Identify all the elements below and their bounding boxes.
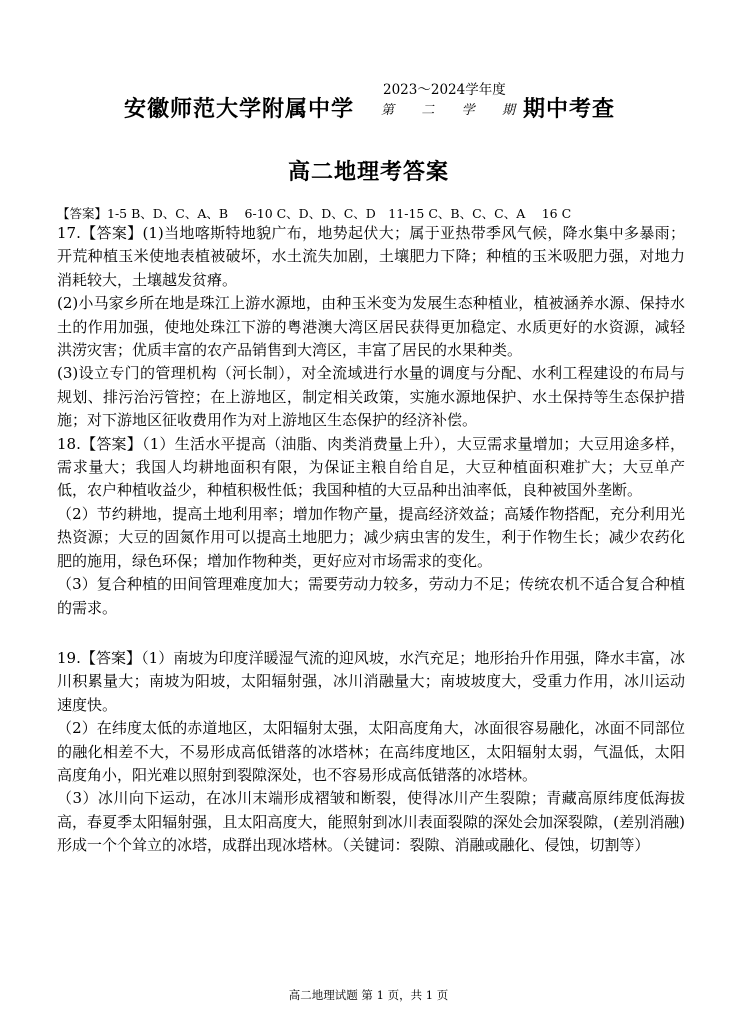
- exam-name: 期中考查: [523, 97, 616, 122]
- paragraph-gap: [57, 620, 685, 647]
- page-footer: 高二地理试题 第 1 页，共 1 页: [288, 988, 449, 1002]
- answer-body: [57, 222, 685, 858]
- answer-paragraph: (3)设立专门的管理机构（河长制），对全流域进行水量的调度与分配、水利工程建设的布局与规划、排污治污管控；在上游地区，制定相关政策，实施水源地保护、水土保持等生态保护措施；对下游地区征收费用作为对上游地区生态保护的经济补偿。: [57, 364, 685, 430]
- semester-char: 二: [421, 103, 435, 118]
- answer-paragraph: 19.【答案】（1）南坡为印度洋暖湿气流的迎风坡，水汽充足；地形抬升作用强，降水丰富，冰川积累量大；南坡为阳坡，太阳辐射强，冰川消融量大；南坡坡度大，受重力作用，冰川运动速度快。: [57, 648, 685, 714]
- page-title: 高二地理考答案: [287, 160, 449, 185]
- answer-paragraph: （3）冰川向下运动，在冰川末端形成褶皱和断裂，使得冰川产生裂隙；青藏高原纬度低海拔高，春夏季太阳辐射强，且太阳高度大，能照射到冰川表面裂隙的深处会加深裂隙，(差别消融)形成一个个耸立的冰塔，成群出现冰塔林。（关键词：裂隙、消融或融化、侵蚀，切割等）: [57, 789, 685, 855]
- academic-year: 2023～2024学年度: [383, 82, 506, 98]
- school-name: 安徽师范大学附属中学: [124, 97, 355, 122]
- semester-char: 学: [461, 103, 475, 118]
- answer-paragraph: （3）复合种植的田间管理难度加大；需要劳动力较多，劳动力不足；传统农机不适合复合种植的需求。: [57, 575, 685, 617]
- semester-char: 期: [501, 103, 515, 118]
- multiple-choice-answers: 【答案】1-5 B、D、C、A、B 6-10 C、D、D、C、D 11-15 C、B、C、C、A 16 C: [57, 206, 572, 221]
- answer-paragraph: （2）节约耕地，提高土地利用率；增加作物产量，提高经济效益；高矮作物搭配，充分利用光热资源；大豆的固氮作用可以提高土地肥力；减少病虫害的发生，利于作物生长；减少农药化肥的施用，绿色环保；增加作物种类，更好应对市场需求的变化。: [57, 504, 685, 570]
- answer-paragraph: 17.【答案】(1)当地喀斯特地貌广布，地势起伏大；属于亚热带季风气候，降水集中多暴雨；开荒种植玉米使地表植被破坏，水土流失加剧，土壤肥力下降；种植的玉米吸肥力强，对地力消耗较大，土壤越发贫瘠。: [57, 224, 685, 289]
- answer-paragraph: 18.【答案】（1）生活水平提高（油脂、肉类消费量上升），大豆需求量增加；大豆用途多样，需求量大；我国人均耕地面积有限，为保证主粮自给自足，大豆种植面积难扩大；大豆单产低，农户种植收益少，种植积极性低；我国种植的大豆品种出油率低，良种被国外垄断。: [57, 434, 685, 500]
- answer-paragraph: (2)小马家乡所在地是珠江上游水源地，由种玉米变为发展生态种植业，植被涵养水源、保持水土的作用加强，使地处珠江下游的粤港澳大湾区居民获得更加稳定、水质更好的水资源，减轻洪涝灾害；优质丰富的农产品销售到大湾区，丰富了居民的水果种类。: [57, 294, 685, 360]
- semester-label: [381, 99, 515, 118]
- answer-paragraph: （2）在纬度太低的赤道地区，太阳辐射太强，太阳高度角大，冰面很容易融化，冰面不同部位的融化相差不大，不易形成高低错落的冰塔林；在高纬度地区，太阳辐射太弱，气温低，太阳高度角小，阳光难以照射到裂隙深处，也不容易形成高低错落的冰塔林。: [57, 719, 685, 784]
- semester-char: 第: [381, 103, 395, 118]
